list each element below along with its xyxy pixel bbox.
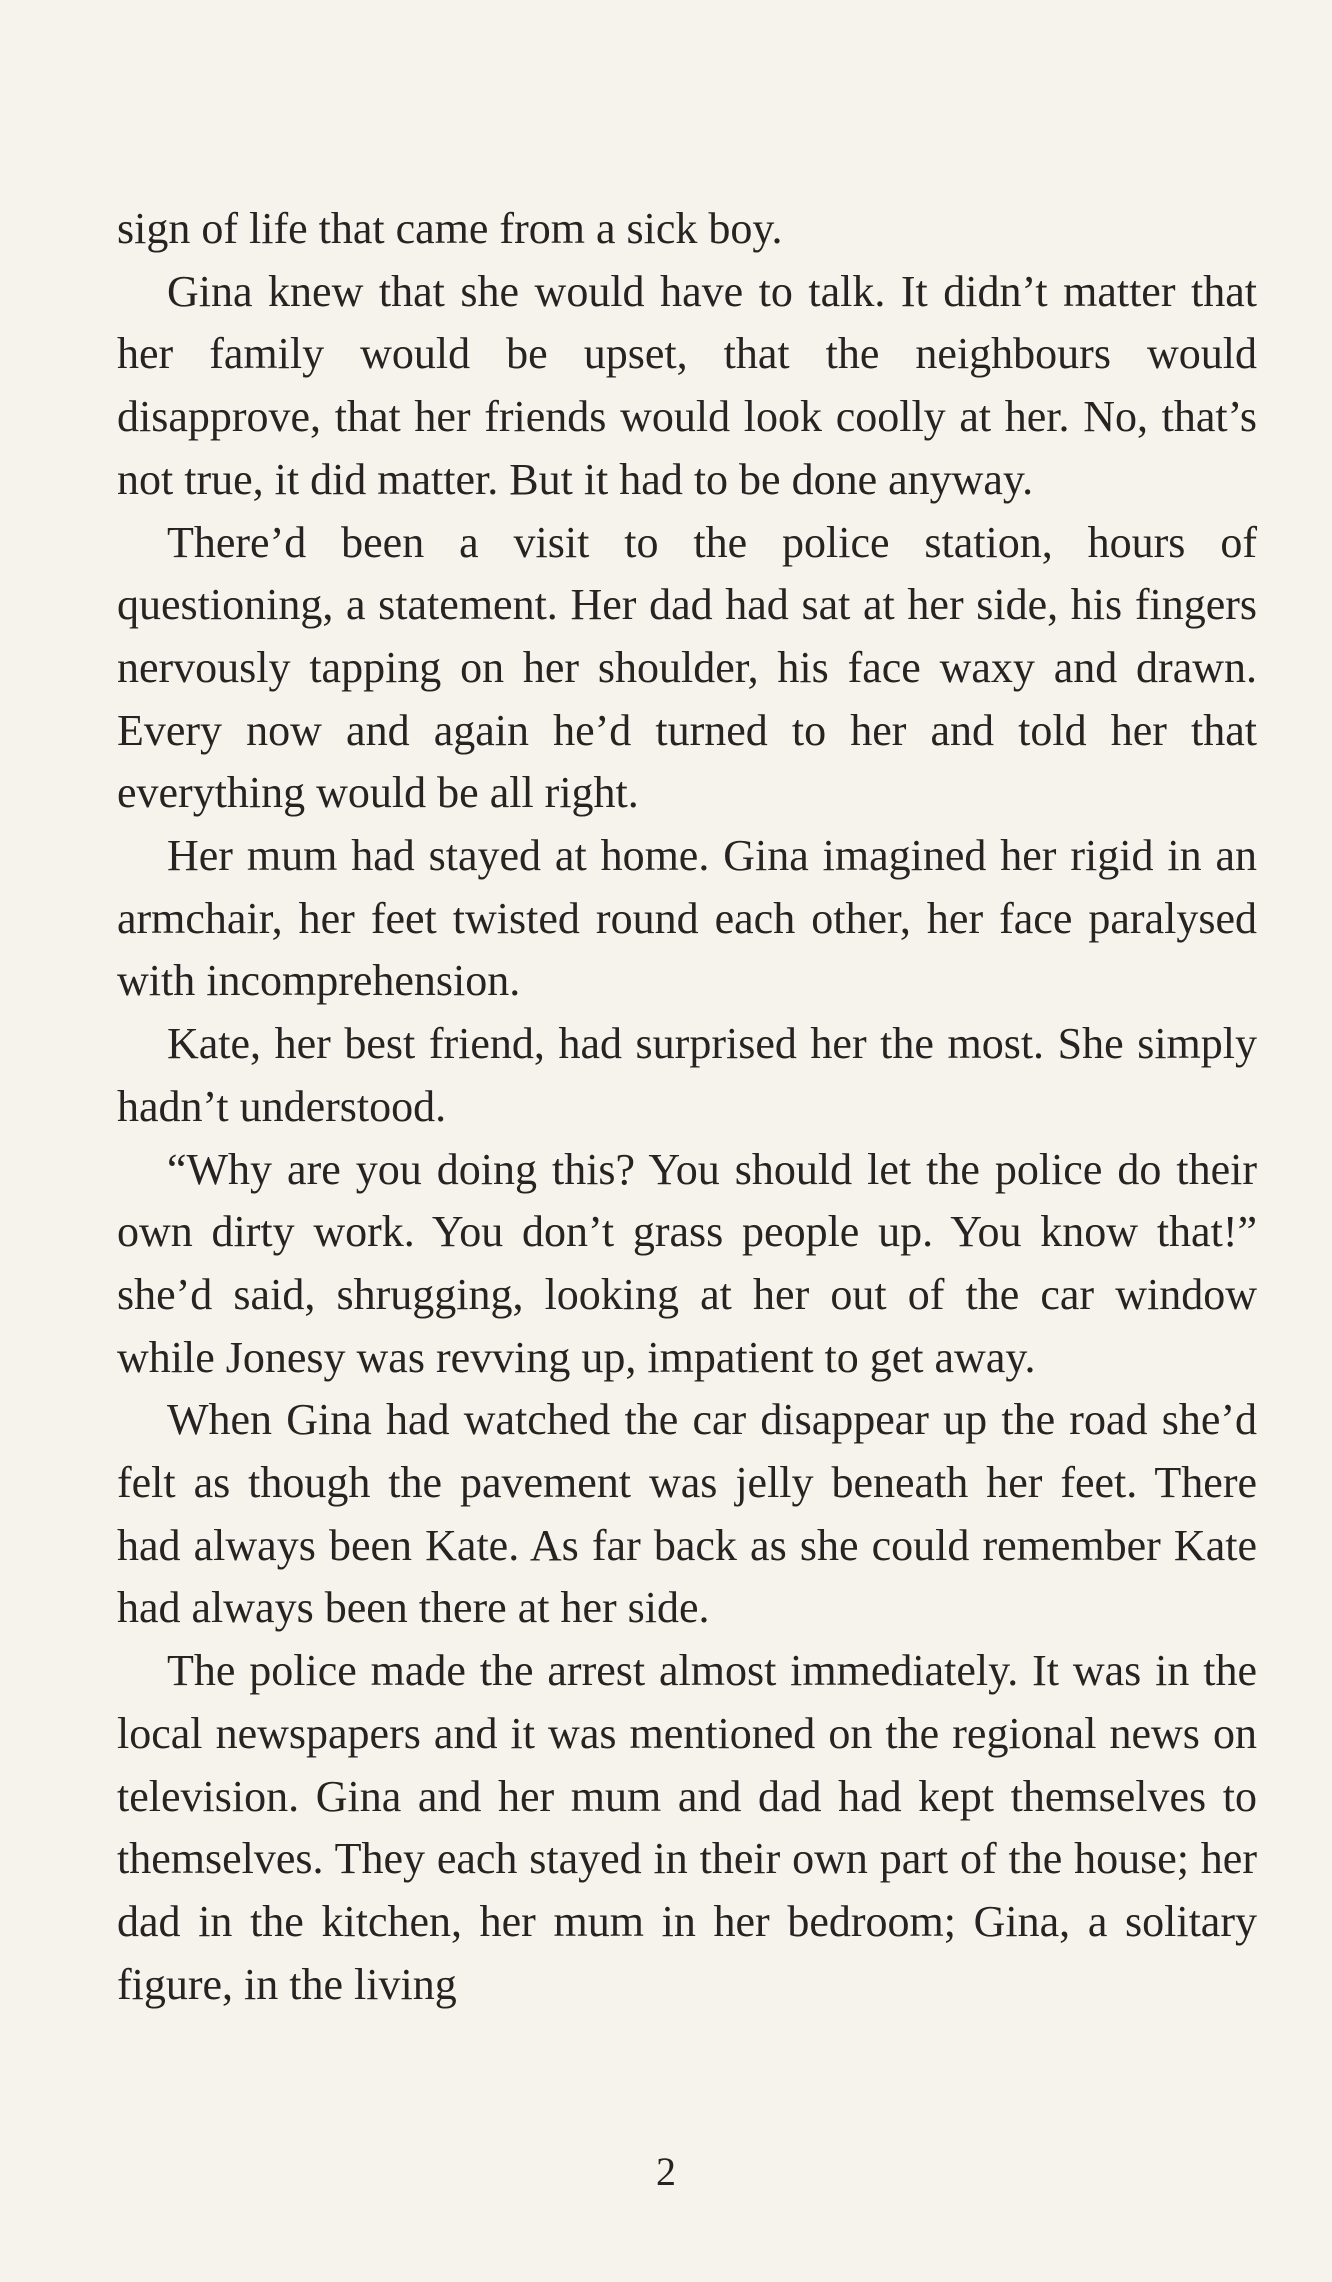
paragraph-car-disappear: When Gina had watched the car disappear up the road she’d felt as though the pavement was jelly beneath her feet. There had always been Kate. As far back as she could remember Kate had always been there at her side. — [117, 1395, 1257, 1633]
paragraph-kate-surprised: Kate, her best friend, had surprised her the most. She simply hadn’t understood. — [117, 1019, 1257, 1131]
paragraph-police-station: There’d been a visit to the police station, hours of questioning, a statement. Her dad had sat at her side, his fingers nervously tapping on her shoulder, his face waxy and drawn. Every now and again he’d turned to her and told her that everything would be all right. — [117, 517, 1257, 818]
paragraph-continuation: sign of life that came from a sick boy. — [117, 204, 783, 253]
paragraph-mum-at-home: Her mum had stayed at home. Gina imagined her rigid in an armchair, her feet twisted round each other, her face paralysed with incomprehension. — [117, 831, 1257, 1006]
paragraph-gina-knew: Gina knew that she would have to talk. It didn’t matter that her family would be upset, that the neighbours would disapprove, that her friends would look coolly at her. No, that’s not true, it did matter. But it had to be done anyway. — [117, 266, 1257, 504]
page-number: 2 — [656, 2149, 676, 2194]
paragraph-kate-quote: “Why are you doing this? You should let the police do their own dirty work. You don’t grass people up. You know that!” she’d said, shrugging, looking at her out of the car window while Jonesy was revving up, impatient to get away. — [117, 1144, 1257, 1382]
body-text — [117, 198, 1257, 2016]
paragraph-arrest: The police made the arrest almost immediately. It was in the local newspapers and it was mentioned on the regional news on television. Gina and her mum and dad had kept themselves to themselves. They each stayed in their own part of the house; her dad in the kitchen, her mum in her bedroom; Gina, a solitary figure, in the living — [117, 1646, 1257, 2009]
